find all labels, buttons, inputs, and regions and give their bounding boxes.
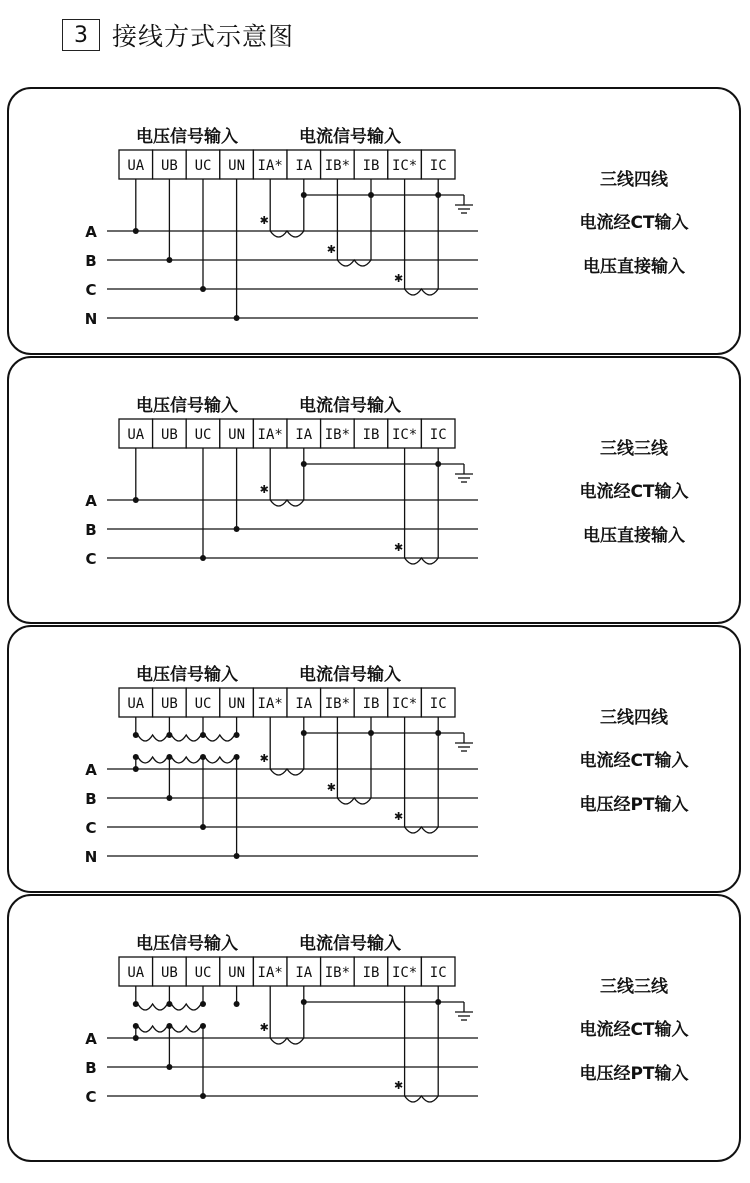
junction-dot (133, 754, 139, 760)
terminal-label-ia: IA (295, 158, 313, 174)
junction-dot (133, 1023, 139, 1029)
junction-dot (435, 461, 441, 467)
terminal-label-uc: UC (194, 965, 212, 981)
current-input-label: 电流信号输入 (299, 934, 401, 954)
desc-wiring-type: 三线三线 (600, 977, 668, 997)
junction-dot (200, 1023, 206, 1029)
junction-dot (133, 732, 139, 738)
junction-dot (200, 824, 206, 830)
line-label-b: B (85, 252, 97, 270)
ct-coil (405, 1096, 439, 1102)
line-label-a: A (85, 223, 97, 241)
junction-dot (200, 732, 206, 738)
terminal-label-ub: UB (160, 696, 178, 712)
line-label-c: C (85, 281, 97, 299)
current-input-label: 电流信号输入 (299, 127, 401, 147)
line-label-a: A (85, 761, 97, 779)
terminal-label-ic-star: IC* (391, 965, 418, 981)
terminal-label-ia: IA (295, 965, 313, 981)
terminal-label-un: UN (228, 696, 246, 712)
junction-dot (200, 1093, 206, 1099)
junction-dot (166, 1001, 172, 1007)
junction-dot (435, 999, 441, 1005)
terminal-label-ub: UB (160, 965, 178, 981)
junction-dot (166, 257, 172, 263)
pt-coil-primary (205, 757, 235, 763)
current-input-label: 电流信号输入 (299, 665, 401, 685)
junction-dot (133, 1035, 139, 1041)
terminal-label-ua: UA (127, 158, 145, 174)
terminal-label-ic: IC (429, 158, 447, 174)
ct-coil (405, 289, 439, 295)
terminal-label-ic-star: IC* (391, 158, 418, 174)
ct-coil (337, 798, 371, 804)
pt-coil-primary (138, 757, 168, 763)
junction-dot (435, 192, 441, 198)
terminal-label-ua: UA (127, 696, 145, 712)
desc-current-mode: 电流经CT输入 (579, 482, 689, 502)
terminal-label-ia: IA (295, 427, 313, 443)
ct-coil (270, 1038, 304, 1044)
terminal-label-ia-star: IA* (257, 696, 283, 712)
junction-dot (166, 795, 172, 801)
wiring-panel-3p3w-direct (7, 356, 741, 624)
voltage-input-label: 电压信号输入 (136, 396, 238, 416)
terminal-label-ib-star: IB* (324, 696, 351, 712)
ct-coil (270, 500, 304, 506)
pt-coil-primary (138, 1026, 168, 1032)
ct-coil (405, 558, 439, 564)
junction-dot (200, 555, 206, 561)
junction-dot (133, 497, 139, 503)
terminal-label-ic: IC (429, 965, 447, 981)
desc-voltage-mode: 电压直接输入 (583, 526, 685, 546)
voltage-input-label: 电压信号输入 (136, 665, 238, 685)
terminal-label-ub: UB (160, 158, 178, 174)
terminal-label-ib: IB (362, 427, 380, 443)
junction-dot (301, 999, 307, 1005)
line-label-b: B (85, 1059, 97, 1077)
junction-dot (133, 766, 139, 772)
terminal-label-ib: IB (362, 158, 380, 174)
junction-dot (166, 754, 172, 760)
junction-dot (133, 1001, 139, 1007)
desc-current-mode: 电流经CT输入 (579, 751, 689, 771)
junction-dot (234, 754, 240, 760)
desc-voltage-mode: 电压直接输入 (583, 257, 685, 277)
line-label-c: C (85, 550, 97, 568)
terminal-label-ic: IC (429, 427, 447, 443)
line-label-b: B (85, 521, 97, 539)
junction-dot (200, 1001, 206, 1007)
wiring-panel-3p4w-pt (7, 625, 741, 893)
terminal-label-ib-star: IB* (324, 158, 351, 174)
ct-coil (337, 260, 371, 266)
desc-voltage-mode: 电压经PT输入 (579, 1064, 689, 1084)
polarity-mark: ✱ (259, 1021, 269, 1034)
voltage-input-label: 电压信号输入 (136, 127, 238, 147)
terminal-label-ic: IC (429, 696, 447, 712)
voltage-input-label: 电压信号输入 (136, 934, 238, 954)
junction-dot (133, 228, 139, 234)
pt-coil-primary (171, 1026, 201, 1032)
pt-coil-primary (171, 757, 201, 763)
terminal-label-uc: UC (194, 158, 212, 174)
junction-dot (301, 730, 307, 736)
wiring-panel-3p3w-pt (7, 894, 741, 1162)
terminal-label-un: UN (228, 427, 246, 443)
junction-dot (368, 192, 374, 198)
junction-dot (234, 526, 240, 532)
desc-wiring-type: 三线四线 (600, 170, 668, 190)
pt-coil-secondary (171, 735, 201, 741)
junction-dot (234, 732, 240, 738)
terminal-label-un: UN (228, 158, 246, 174)
line-label-a: A (85, 1030, 97, 1048)
desc-current-mode: 电流经CT输入 (579, 213, 689, 233)
polarity-mark: ✱ (259, 752, 269, 765)
polarity-mark: ✱ (326, 781, 337, 794)
terminal-label-uc: UC (194, 696, 212, 712)
polarity-mark: ✱ (393, 1079, 404, 1092)
ct-coil (270, 769, 304, 775)
junction-dot (166, 1064, 172, 1070)
pt-coil-secondary (138, 1004, 168, 1010)
terminal-label-un: UN (228, 965, 246, 981)
terminal-label-ua: UA (127, 965, 145, 981)
line-label-c: C (85, 819, 97, 837)
terminal-label-ib-star: IB* (324, 427, 351, 443)
junction-dot (435, 730, 441, 736)
ct-coil (405, 827, 439, 833)
junction-dot (368, 730, 374, 736)
terminal-label-ub: UB (160, 427, 178, 443)
line-label-a: A (85, 492, 97, 510)
terminal-label-ia-star: IA* (257, 965, 283, 981)
desc-wiring-type: 三线三线 (600, 439, 668, 459)
junction-dot (166, 732, 172, 738)
polarity-mark: ✱ (393, 541, 404, 554)
ct-coil (270, 231, 304, 237)
polarity-mark: ✱ (259, 214, 269, 227)
junction-dot (200, 754, 206, 760)
terminal-label-ic-star: IC* (391, 427, 418, 443)
desc-wiring-type: 三线四线 (600, 708, 668, 728)
wiring-panel-3p4w-direct (7, 87, 741, 355)
terminal-label-ia: IA (295, 696, 313, 712)
desc-voltage-mode: 电压经PT输入 (579, 795, 689, 815)
terminal-label-ib: IB (362, 965, 380, 981)
polarity-mark: ✱ (259, 483, 269, 496)
terminal-label-ic-star: IC* (391, 696, 418, 712)
terminal-label-ia-star: IA* (257, 158, 283, 174)
pt-coil-secondary (171, 1004, 201, 1010)
desc-current-mode: 电流经CT输入 (579, 1020, 689, 1040)
terminal-label-uc: UC (194, 427, 212, 443)
terminal-label-ib: IB (362, 696, 380, 712)
section-header (62, 17, 294, 53)
line-label-n: N (84, 848, 98, 866)
junction-dot (301, 461, 307, 467)
polarity-mark: ✱ (393, 810, 404, 823)
terminal-label-ua: UA (127, 427, 145, 443)
junction-dot (301, 192, 307, 198)
line-label-c: C (85, 1088, 97, 1106)
junction-dot (234, 1001, 240, 1007)
terminal-label-ia-star: IA* (257, 427, 283, 443)
section-title: 接线方式示意图 (112, 22, 295, 51)
terminal-label-ib-star: IB* (324, 965, 351, 981)
line-label-b: B (85, 790, 97, 808)
junction-dot (234, 853, 240, 859)
polarity-mark: ✱ (326, 243, 337, 256)
current-input-label: 电流信号输入 (299, 396, 401, 416)
junction-dot (166, 1023, 172, 1029)
pt-coil-secondary (205, 735, 235, 741)
line-label-n: N (84, 310, 98, 328)
junction-dot (200, 286, 206, 292)
junction-dot (234, 315, 240, 321)
pt-coil-secondary (138, 735, 168, 741)
polarity-mark: ✱ (393, 272, 404, 285)
section-number: 3 (62, 19, 100, 51)
